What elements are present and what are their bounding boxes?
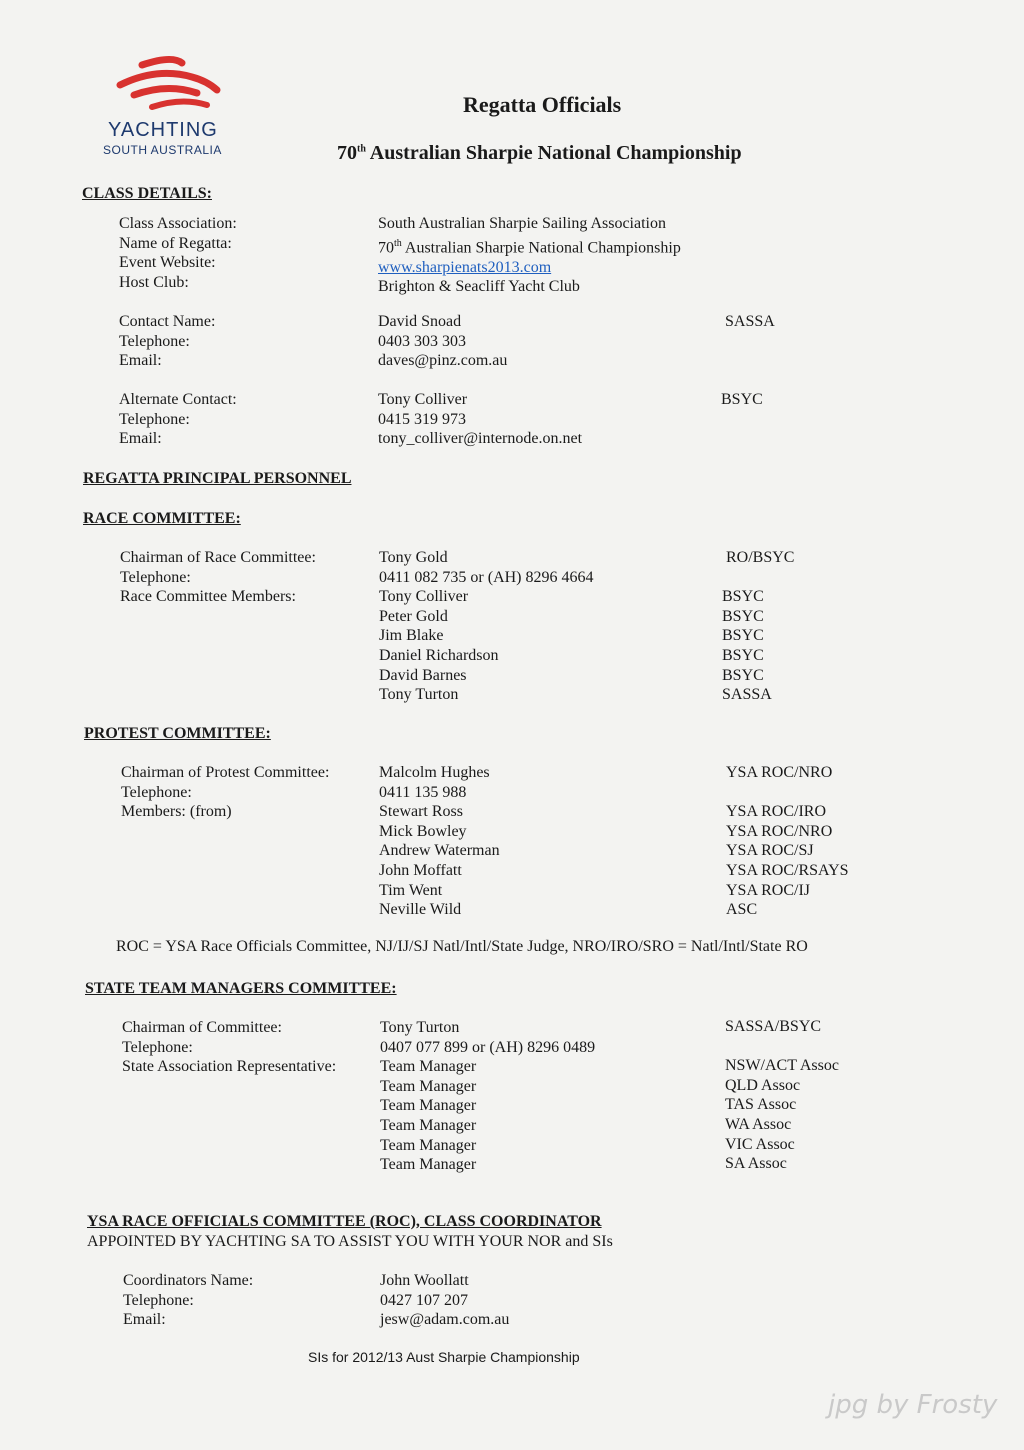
event-website-link[interactable]: www.sharpienats2013.com xyxy=(378,258,552,276)
label-protest-members: Members: (from) xyxy=(121,803,232,821)
race-committee-clubs xyxy=(722,548,794,705)
host-club-value: Brighton & Seacliff Yacht Club xyxy=(378,278,580,296)
list-item: SASSA/BSYC xyxy=(725,1018,822,1035)
list-item: QLD Assoc xyxy=(725,1076,801,1094)
list-item: SASSA xyxy=(722,686,772,704)
label-coordinator-name: Coordinators Name: xyxy=(123,1272,254,1289)
list-item: Tony Gold xyxy=(379,549,448,566)
contact-labels xyxy=(119,312,215,371)
label-alternate-telephone: Telephone: xyxy=(119,410,190,428)
race-committee-labels xyxy=(120,548,316,607)
alternate-name-value: Tony Colliver xyxy=(378,391,468,408)
list-item: YSA ROC/IJ xyxy=(726,881,811,899)
contact-telephone-value: 0403 303 303 xyxy=(378,332,466,350)
list-item: Tony Turton xyxy=(380,1019,460,1036)
race-committee-heading: RACE COMMITTEE: xyxy=(83,510,241,527)
list-item: YSA ROC/SJ xyxy=(726,842,814,860)
list-item: Tony Colliver xyxy=(379,588,469,606)
list-item: 0407 077 899 or (AH) 8296 0489 xyxy=(380,1038,596,1056)
alternate-labels xyxy=(119,390,237,449)
label-protest-chairman: Chairman of Protest Committee: xyxy=(121,764,330,781)
list-item: ASC xyxy=(726,901,758,919)
label-coordinator-email: Email: xyxy=(123,1311,166,1329)
label-host-club: Host Club: xyxy=(119,273,189,291)
list-item: YSA ROC/NRO xyxy=(726,764,833,781)
list-item: BSYC xyxy=(722,627,764,645)
list-item: 0411 082 735 or (AH) 8296 4664 xyxy=(379,568,594,586)
state-team-labels xyxy=(122,1018,336,1077)
label-race-telephone: Telephone: xyxy=(120,568,191,586)
yachting-sa-logo xyxy=(100,55,240,160)
list-item: VIC Assoc xyxy=(725,1135,795,1153)
race-committee-names xyxy=(379,548,594,705)
label-race-members: Race Committee Members: xyxy=(120,588,296,606)
list-item: Daniel Richardson xyxy=(379,646,499,664)
list-item: BSYC xyxy=(722,588,764,606)
list-item: BSYC xyxy=(722,646,764,664)
list-item: Team Manager xyxy=(380,1097,477,1115)
protest-committee-clubs xyxy=(726,763,849,920)
list-item: Team Manager xyxy=(380,1116,477,1134)
contact-club: SASSA xyxy=(725,313,775,330)
list-item: Team Manager xyxy=(380,1058,477,1076)
list-item: John Moffatt xyxy=(379,861,462,879)
alternate-telephone-value: 0415 319 973 xyxy=(378,410,466,428)
list-item: Tony Turton xyxy=(379,686,459,704)
list-item: SA Assoc xyxy=(725,1155,787,1173)
label-state-chairman: Chairman of Committee: xyxy=(122,1019,282,1036)
protest-committee-heading: PROTEST COMMITTEE: xyxy=(84,725,271,742)
page-title: Regatta Officials xyxy=(463,92,622,117)
alternate-email-value: tony_colliver@internode.on.net xyxy=(378,430,583,448)
label-contact-email: Email: xyxy=(119,352,162,370)
label-coordinator-telephone: Telephone: xyxy=(123,1291,194,1309)
label-contact-name: Contact Name: xyxy=(119,313,216,330)
list-item: TAS Assoc xyxy=(725,1096,797,1114)
label-protest-telephone: Telephone: xyxy=(121,783,192,801)
list-item: David Barnes xyxy=(379,666,467,684)
coordinator-email-value: jesw@adam.com.au xyxy=(380,1311,510,1329)
roc-values xyxy=(380,1271,509,1330)
roc-legend-note: ROC = YSA Race Officials Committee, NJ/IJ/SJ Natl/Intl/State Judge, NRO/IRO/SRO = Natl/Intl/State RO xyxy=(116,938,808,955)
list-item: BSYC xyxy=(722,666,764,684)
roc-coordinator-subheading: APPOINTED BY YACHTING SA TO ASSIST YOU WITH YOUR NOR and SIs xyxy=(87,1233,613,1250)
principal-personnel-heading: REGATTA PRINCIPAL PERSONNEL xyxy=(83,470,352,487)
list-item: 0411 135 988 xyxy=(379,783,467,801)
wave-logo-icon xyxy=(112,55,222,115)
protest-committee-labels xyxy=(121,763,329,822)
list-item: YSA ROC/RSAYS xyxy=(726,861,849,879)
label-contact-telephone: Telephone: xyxy=(119,332,190,350)
list-item: Team Manager xyxy=(380,1136,477,1154)
list-item xyxy=(722,568,794,588)
list-item xyxy=(726,783,849,803)
list-item: Stewart Ross xyxy=(379,803,463,821)
list-item: YSA ROC/NRO xyxy=(726,822,833,840)
list-item: Team Manager xyxy=(380,1077,477,1095)
label-state-representative: State Association Representative: xyxy=(122,1058,337,1076)
alternate-club: BSYC xyxy=(721,391,763,408)
label-state-telephone: Telephone: xyxy=(122,1038,193,1056)
list-item: Neville Wild xyxy=(379,901,462,919)
coordinator-name-value: John Woollatt xyxy=(380,1272,469,1289)
state-team-clubs xyxy=(725,1017,839,1174)
list-item: YSA ROC/IRO xyxy=(726,803,827,821)
list-item: NSW/ACT Assoc xyxy=(725,1057,839,1075)
list-item xyxy=(725,1037,839,1057)
contact-values xyxy=(378,312,507,371)
roc-labels xyxy=(123,1271,253,1330)
protest-committee-names xyxy=(379,763,500,920)
label-name-of-regatta: Name of Regatta: xyxy=(119,234,232,252)
page-subtitle: 70th Australian Sharpie National Championship xyxy=(337,142,742,164)
label-class-association: Class Association: xyxy=(119,215,237,232)
page-footer: SIs for 2012/13 Aust Sharpie Championship xyxy=(308,1349,580,1365)
watermark: jpg by Frosty xyxy=(828,1390,998,1420)
contact-name-value: David Snoad xyxy=(378,313,462,330)
list-item: BSYC xyxy=(722,607,764,625)
regatta-name-value: 70th Australian Sharpie National Championship xyxy=(378,237,681,256)
list-item: Peter Gold xyxy=(379,607,448,625)
list-item: RO/BSYC xyxy=(726,549,795,566)
logo-word: YACHTING xyxy=(108,119,218,141)
roc-coordinator-heading: YSA RACE OFFICIALS COMMITTEE (ROC), CLASS COORDINATOR xyxy=(87,1213,602,1230)
list-item: Malcolm Hughes xyxy=(379,764,490,781)
class-association-value: South Australian Sharpie Sailing Association xyxy=(378,215,666,232)
class-details-labels xyxy=(119,214,237,292)
list-item: WA Assoc xyxy=(725,1115,792,1133)
class-details-values xyxy=(378,214,681,297)
label-race-chairman: Chairman of Race Committee: xyxy=(120,549,316,566)
label-alternate-email: Email: xyxy=(119,430,162,448)
list-item: Team Manager xyxy=(380,1156,477,1174)
list-item: Jim Blake xyxy=(379,627,444,645)
list-item: Tim Went xyxy=(379,881,443,899)
contact-email-value: daves@pinz.com.au xyxy=(378,352,508,370)
state-team-names xyxy=(380,1018,595,1175)
state-team-heading: STATE TEAM MANAGERS COMMITTEE: xyxy=(85,980,397,997)
logo-subtext: SOUTH AUSTRALIA xyxy=(103,143,222,157)
list-item: Mick Bowley xyxy=(379,822,467,840)
coordinator-telephone-value: 0427 107 207 xyxy=(380,1291,468,1309)
label-event-website: Event Website: xyxy=(119,254,216,272)
alternate-values xyxy=(378,390,582,449)
list-item: Andrew Waterman xyxy=(379,842,500,860)
class-details-heading: CLASS DETAILS: xyxy=(82,185,212,202)
label-alternate-contact: Alternate Contact: xyxy=(119,391,237,408)
